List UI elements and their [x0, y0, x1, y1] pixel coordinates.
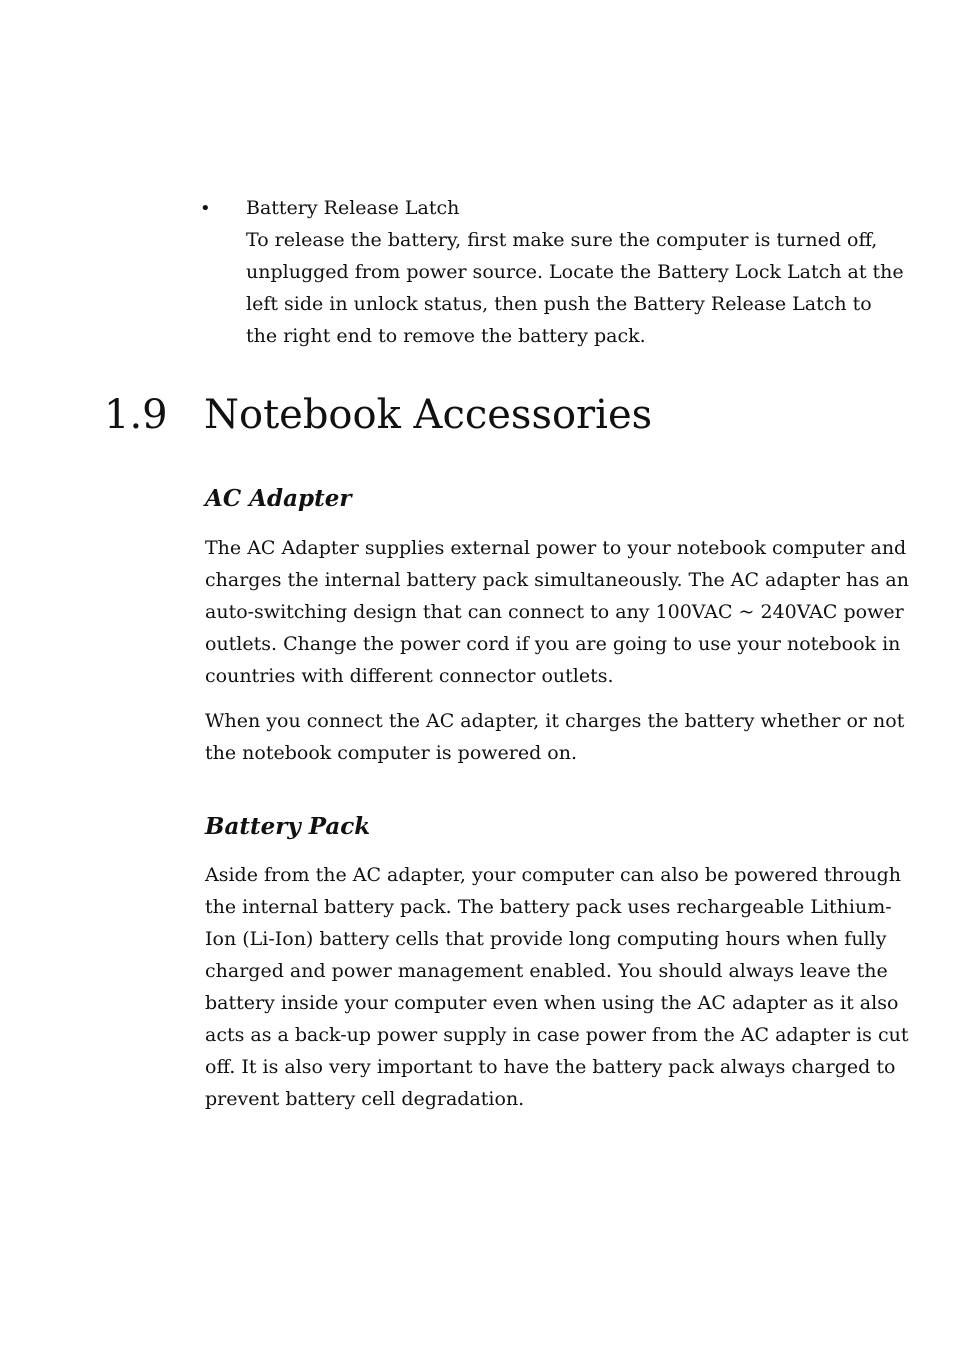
ac-adapter-heading: AC Adapter	[205, 485, 352, 512]
bullet-item-battery-release-latch	[200, 193, 910, 352]
section-heading	[104, 390, 652, 440]
bullet-title: Battery Release Latch	[246, 197, 460, 219]
section-title: Notebook Accessories	[204, 392, 653, 438]
battery-pack-paragraph-1: Aside from the AC adapter, your computer can also be powered through the internal battery pack. The battery pack uses rechargeable Lithium-Ion (Li-Ion) battery cells that provide long computing hours when fully charged and power management enabled. You should always leave the battery inside your computer even when using the AC adapter as it also acts as a back-up power supply in case power from the AC adapter is cut off. It is also very important to have the battery pack always charged to prevent battery cell degradation.	[205, 864, 909, 1110]
ac-adapter-paragraph-2: When you connect the AC adapter, it charges the battery whether or not the notebook computer is powered on.	[205, 710, 905, 764]
bullet-icon: •	[200, 198, 211, 219]
bullet-row	[200, 193, 910, 224]
ac-adapter-paragraph-1: The AC Adapter supplies external power to your notebook computer and charges the internal battery pack simultaneously. The AC adapter has an auto-switching design that can connect to any 100VAC ~ 240VAC power outlets. Change the power cord if you are going to use your notebook in countries with different connector outlets.	[205, 537, 909, 687]
battery-pack-heading: Battery Pack	[205, 813, 371, 840]
bullet-body: To release the battery, first make sure the computer is turned off, unplugged from power source. Locate the Battery Lock Latch at the left side in unlock status, then push the Battery Release Latch to the right end to remove the battery pack.	[246, 229, 904, 347]
section-number: 1.9	[104, 392, 168, 438]
